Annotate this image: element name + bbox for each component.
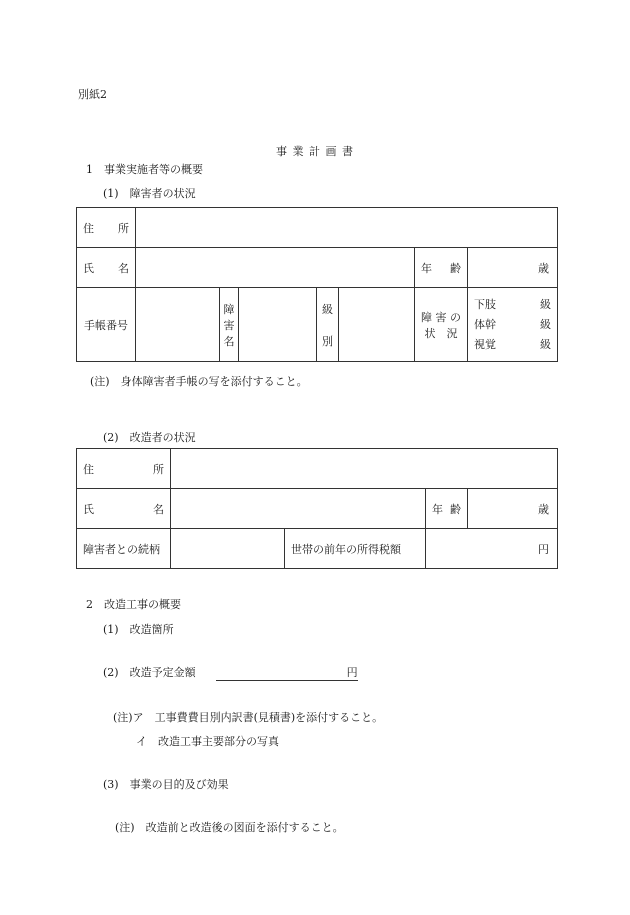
modifier-age-field[interactable]: 歳 bbox=[468, 489, 558, 529]
modifier-age-label: 年 齢 bbox=[426, 489, 468, 529]
disability-status-grades[interactable]: 下肢 級 体幹 級 視覚 級 bbox=[468, 288, 558, 362]
note-handbook-copy: (注) 身体障害者手帳の写を添付すること。 bbox=[90, 375, 308, 388]
modifier-name-label: 氏 名 bbox=[77, 489, 171, 529]
modifier-name-field[interactable] bbox=[171, 489, 426, 529]
name-field[interactable] bbox=[136, 248, 415, 288]
income-tax-field[interactable]: 円 bbox=[426, 529, 558, 569]
note-drawings: (注) 改造前と改造後の図面を添付すること。 bbox=[115, 821, 344, 834]
item-planned-amount bbox=[103, 664, 358, 681]
planned-amount-field[interactable]: 円 bbox=[216, 664, 358, 681]
document-title: 事 業 計 画 書 bbox=[276, 145, 354, 158]
modifier-table bbox=[76, 448, 558, 569]
grade-label: 級 別 bbox=[317, 288, 339, 362]
subsection1-heading: (1) 障害者の状況 bbox=[103, 187, 196, 200]
section1-heading: 1 事業実施者等の概要 bbox=[86, 163, 203, 176]
disabled-person-table bbox=[76, 207, 558, 362]
address-field[interactable] bbox=[136, 208, 558, 248]
section2-heading: 2 改造工事の概要 bbox=[86, 598, 181, 611]
handbook-number-field[interactable] bbox=[136, 288, 220, 362]
planned-amount-label: (2) 改造予定金額 bbox=[103, 666, 196, 679]
note-cost-breakdown: (注)ア 工事費費目別内訳書(見積書)を添付すること。 bbox=[113, 711, 384, 724]
handbook-number-label: 手帳番号 bbox=[77, 288, 136, 362]
modifier-address-label: 住 所 bbox=[77, 449, 171, 489]
item-purpose-effect: (3) 事業の目的及び効果 bbox=[103, 778, 229, 791]
age-label-cell: 年 齢 bbox=[415, 248, 468, 288]
age-field[interactable]: 歳 bbox=[468, 248, 558, 288]
attachment-label: 別紙2 bbox=[78, 88, 107, 101]
disability-status-label: 障 害 の 状 況 bbox=[415, 288, 468, 362]
item-modification-location: (1) 改造箇所 bbox=[103, 623, 174, 636]
grade-field[interactable] bbox=[339, 288, 415, 362]
disability-name-label: 障 害 名 bbox=[220, 288, 239, 362]
income-tax-label: 世帯の前年の所得税額 bbox=[285, 529, 426, 569]
address-label-cell: 住 所 bbox=[77, 208, 136, 248]
note-photos: イ 改造工事主要部分の写真 bbox=[136, 735, 279, 748]
modifier-address-field[interactable] bbox=[171, 449, 558, 489]
subsection2-heading: (2) 改造者の状況 bbox=[103, 431, 196, 444]
relation-field[interactable] bbox=[171, 529, 285, 569]
relation-label: 障害者との続柄 bbox=[77, 529, 171, 569]
name-label-cell: 氏 名 bbox=[77, 248, 136, 288]
disability-name-field[interactable] bbox=[239, 288, 317, 362]
